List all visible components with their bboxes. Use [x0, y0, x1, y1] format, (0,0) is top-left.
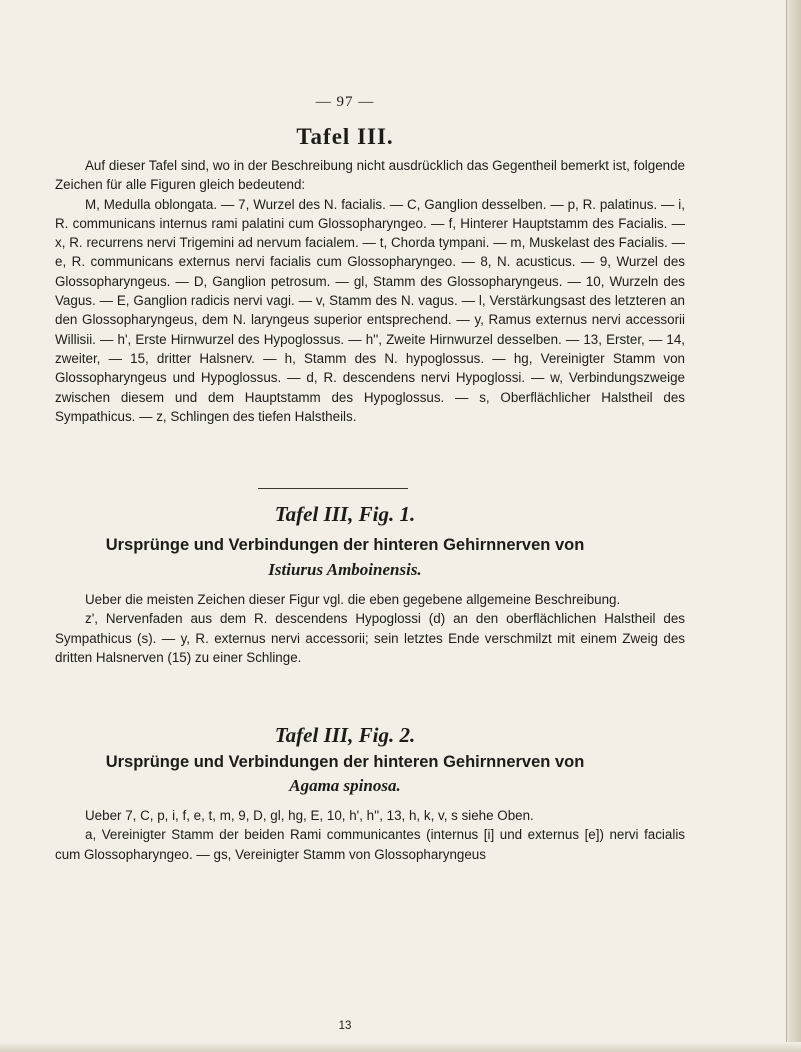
- section-divider: [258, 488, 408, 489]
- figure2-subtitle: Ursprünge und Verbindungen der hinteren Gehirnnerven von: [105, 753, 585, 771]
- figure2-text: [55, 806, 685, 864]
- signature-mark: 13: [338, 1020, 352, 1032]
- bottom-edge: [0, 1042, 801, 1052]
- intro-paragraph: Auf dieser Tafel sind, wo in der Beschreibung nicht ausdrücklich das Gegentheil bemerkt ist, folgende Zeichen für alle Figuren gleich bedeutend:: [55, 158, 685, 193]
- page-edge: [786, 0, 801, 1052]
- figure1-paragraph1: Ueber die meisten Zeichen dieser Figur vgl. die eben gegebene allgemeine Beschreibung.: [85, 592, 621, 607]
- figure2-species: Agama spinosa.: [289, 776, 401, 795]
- figure1-paragraph2: z', Nervenfaden aus dem R. descendens Hypoglossi (d) an den oberflächlichen Halstheil des Sympathicus (s). — y, R. externus nervi accessorii; sein letztes Ende verschmilzt mit einem Zweig des dritten Halsnerven (15) zu einer Schlinge.: [55, 611, 685, 665]
- figure1-title: Tafel III, Fig. 1.: [274, 502, 416, 526]
- page-number: — 97 —: [315, 94, 375, 110]
- figure2-paragraph1: Ueber 7, C, p, i, f, e, t, m, 9, D, gl, hg, E, 10, h', h'', 13, h, k, v, s siehe Oben.: [85, 808, 534, 823]
- figure1-species: Istiurus Amboinensis.: [268, 560, 422, 579]
- figure2-title: Tafel III, Fig. 2.: [274, 723, 416, 747]
- legend-paragraph: M, Medulla oblongata. — 7, Wurzel des N. facialis. — C, Ganglion desselben. — p, R. palatinus. — i, R. communicans internus rami palatini cum Glossopharyngeo. — f, Hinterer Hauptstamm des Facialis. — x, R. recurrens nervi Trigemini ad nervum facialem. — t, Chorda tympani. — m, Muskelast des Facialis. — e, R. communicans externus nervi facialis cum Glossopharyngeo. — 8, N. acusticus. — 9, Wurzel des Glossopharyngeus. — D, Ganglion petrosum. — gl, Stamm des Glossopharyngeus. — 10, Wurzeln des Vagus. — E, Ganglion radicis nervi vagi. — v, Stamm des N. vagus. — l, Verstärkungsast des letzteren an den Glossopharyngeus, dem N. laryngeus superior entsprechend. — y, Ramus externus nervi accessorii Willisii. — h', Erste Hirnwurzel des Hypoglossus. — h'', Zweite Hirnwurzel desselben. — 13, Erster, — 14, zweiter, — 15, dritter Halsnerv. — h, Stamm des N. hypoglossus. — hg, Vereinigter Stamm von Glossopharyngeus und Hypoglossus. — d, R. descendens nervi Hypoglossi. — w, Verbindungszweige zwischen diesem und dem Hauptstamm des Hypoglossus. — s, Oberflächlicher Halstheil des Sympathicus. — z, Schlingen des tiefen Halstheils.: [55, 196, 685, 424]
- figure1-text: [55, 590, 685, 667]
- plate-heading: Tafel III.: [296, 124, 394, 149]
- figure1-subtitle: Ursprünge und Verbindungen der hinteren Gehirnnerven von: [105, 536, 585, 554]
- figure2-paragraph2: a, Vereinigter Stamm der beiden Rami communicantes (internus [i] und externus [e]) nervi facialis cum Glossopharyngeo. — gs, Vereinigter Stamm von Glossopharyngeus: [55, 827, 685, 862]
- legend-section: [55, 156, 685, 426]
